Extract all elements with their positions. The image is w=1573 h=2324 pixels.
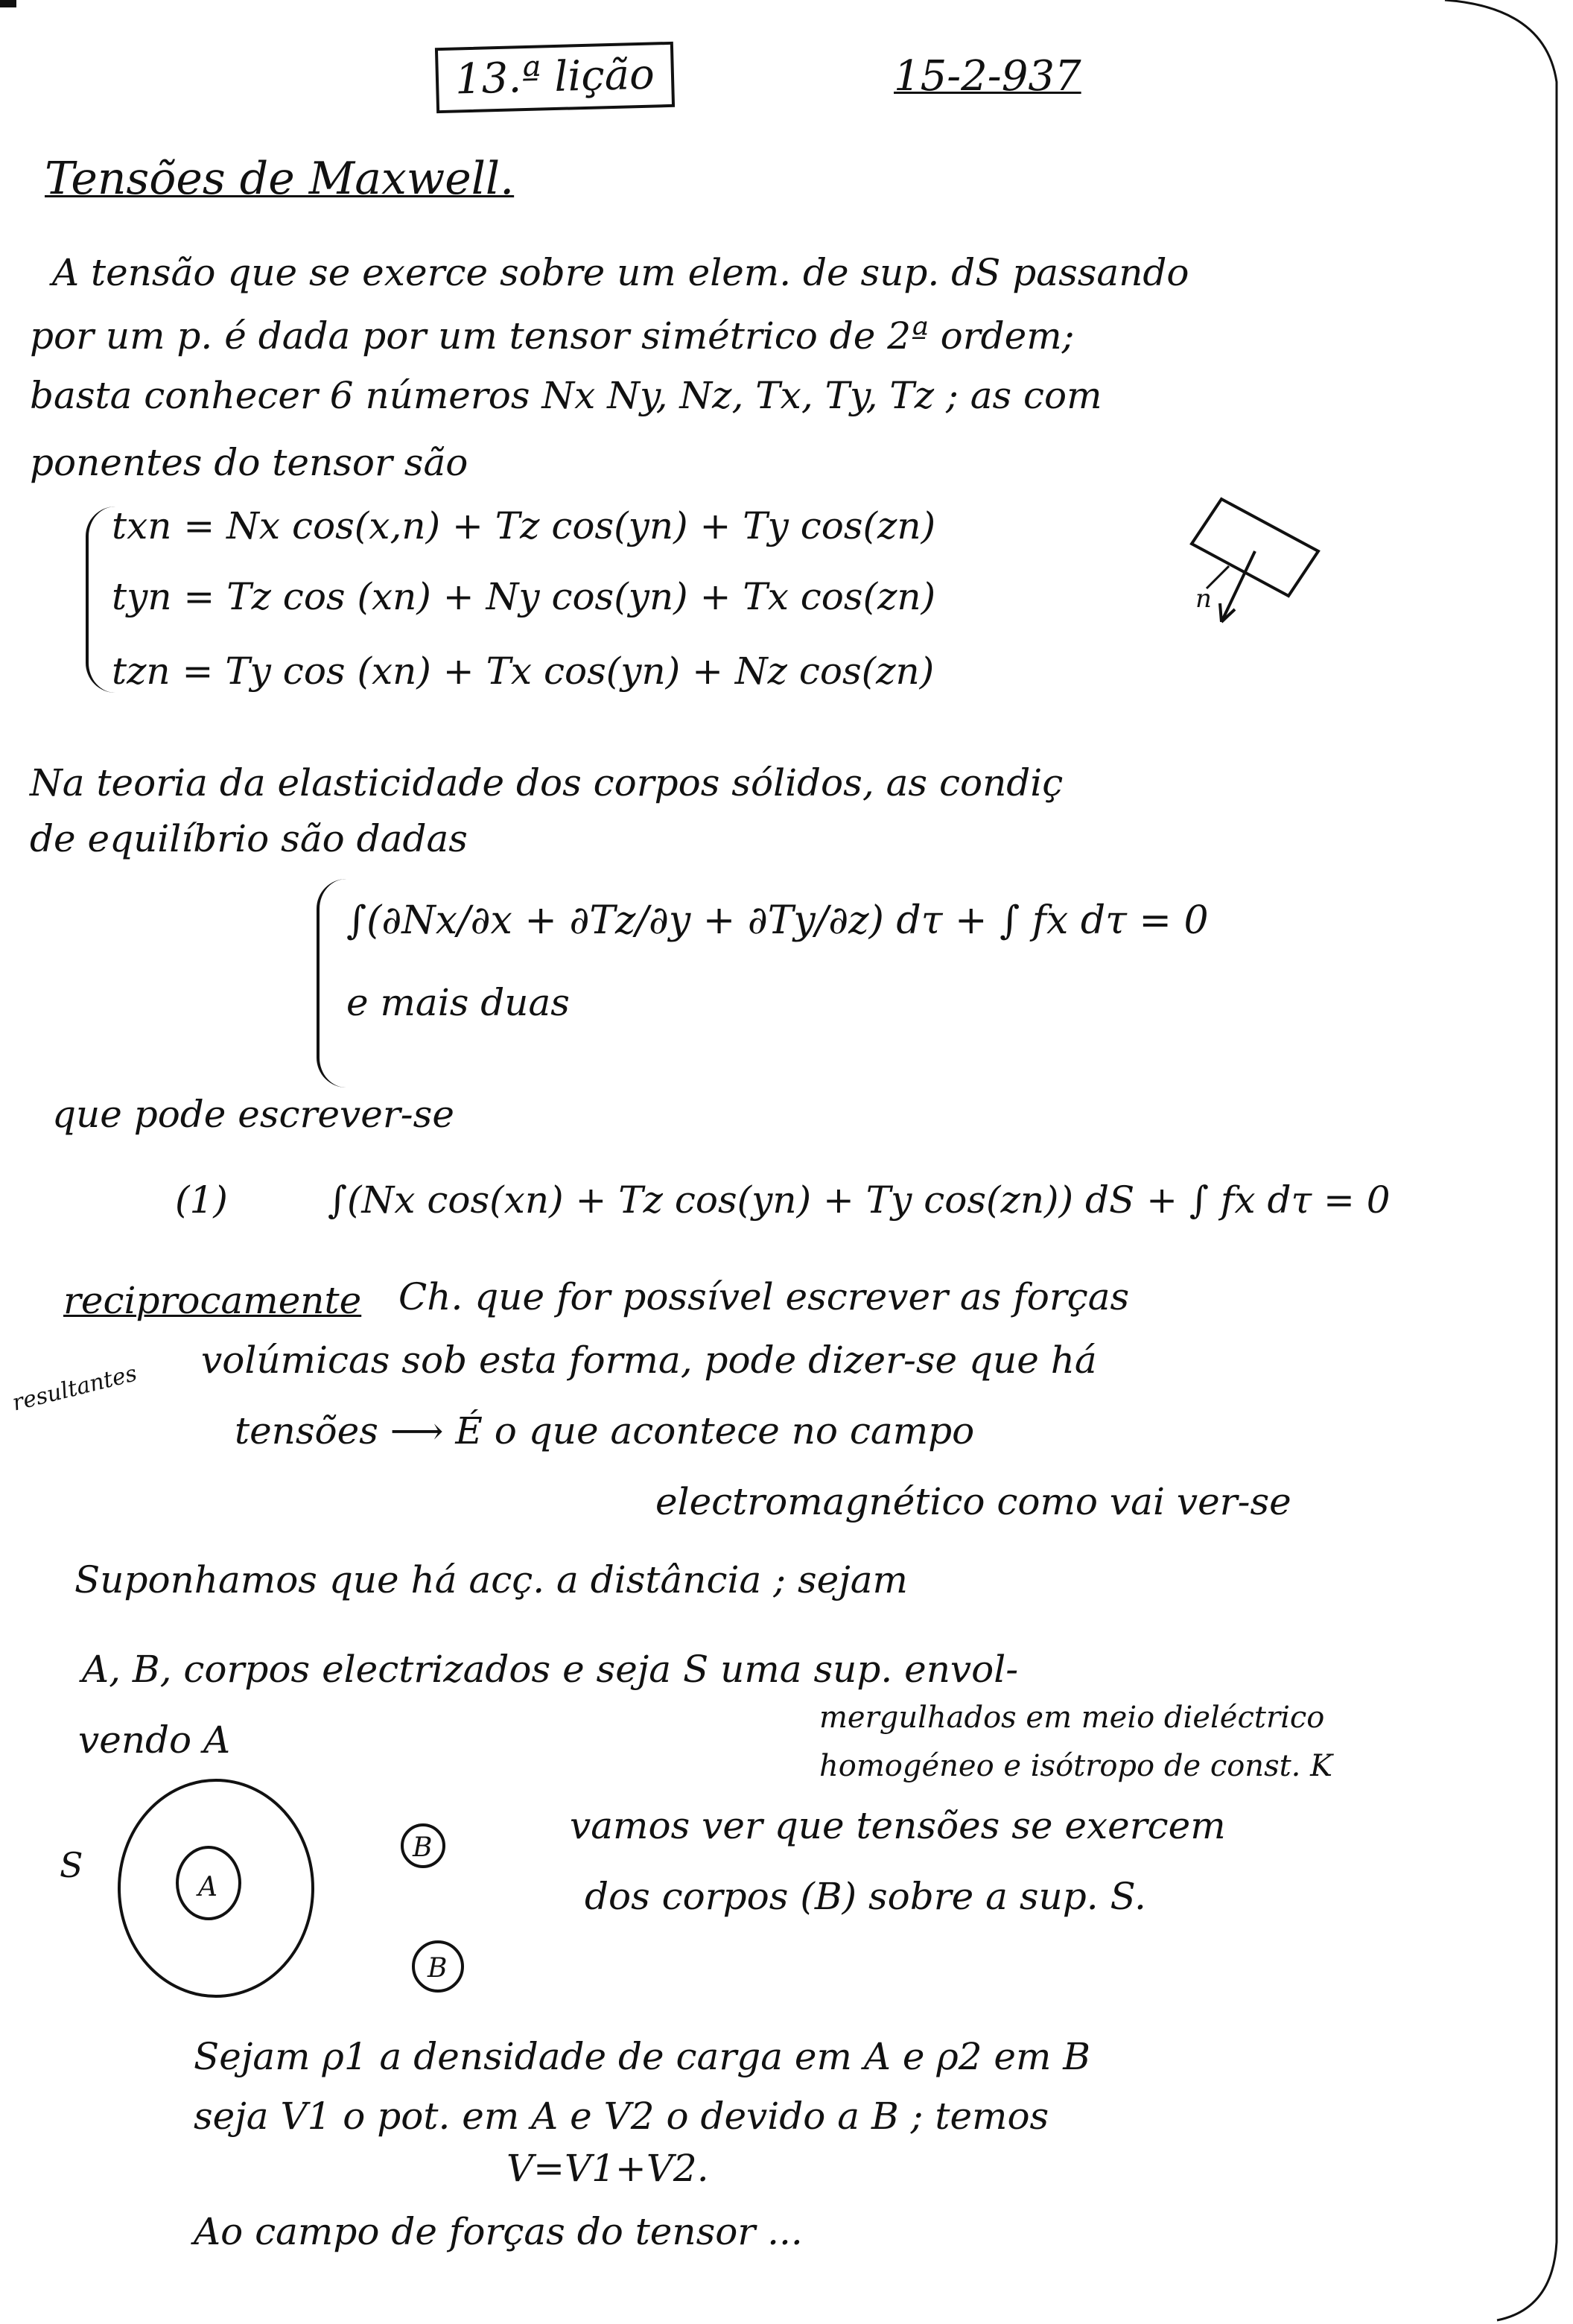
immersed-line-1: mergulhados em meio dieléctrico xyxy=(819,1701,1325,1735)
densities-line-3: V=V1+V2. xyxy=(506,2147,709,2190)
integral-line-2: e mais duas xyxy=(346,981,570,1024)
forces-line-2: dos corpos (B) sobre a sup. S. xyxy=(585,1875,1146,1918)
margin-note: resultantes xyxy=(10,1360,140,1417)
body-a-label: A xyxy=(198,1872,217,1902)
intro-line-3: basta conhecer 6 números Nx Ny, Nz, Tx, Ty, Tz ; as com xyxy=(30,374,1102,417)
system-line-1: txn = Nx cos(x,n) + Tz cos(yn) + Ty cos(zn) xyxy=(112,504,936,547)
forces-line-1: vamos ver que tensões se exercem xyxy=(570,1804,1226,1847)
intro-line-2: por um p. é dada por um tensor simétrico de 2ª ordem; xyxy=(30,314,1075,358)
suppose-line-1: Suponhamos que há acç. a distância ; sejam xyxy=(74,1558,908,1601)
lesson-date: 15-2-937 xyxy=(894,52,1081,101)
suppose-line-3: vendo A xyxy=(78,1718,231,1762)
reciprocal-line-1: Ch. que for possível escrever as forças xyxy=(398,1275,1130,1318)
reciprocal-line-4: electromagnético como vai ver-se xyxy=(655,1480,1291,1523)
diagram-normal-label: n xyxy=(1195,584,1212,614)
eq1-text: ∫(Nx cos(xn) + Tz cos(yn) + Ty cos(zn)) dS + ∫ fx dτ = 0 xyxy=(328,1178,1391,1222)
integral-line-1: ∫(∂Nx/∂x + ∂Tz/∂y + ∂Ty/∂z) dτ + ∫ fx dτ = 0 xyxy=(346,898,1209,943)
elasticity-line-2: de equilíbrio são dadas xyxy=(30,817,468,860)
body-b1-label: B xyxy=(413,1832,433,1863)
can-write-line: que pode escrever-se xyxy=(52,1093,454,1136)
lesson-number: 13.ª lição xyxy=(454,50,655,104)
densities-line-2: seja V1 o pot. em A e V2 o devido a B ; temos xyxy=(194,2095,1049,2138)
system-line-3: tzn = Ty cos (xn) + Tx cos(yn) + Nz cos(zn) xyxy=(112,650,935,693)
final-line: Ao campo de forças do tensor ... xyxy=(194,2210,803,2253)
system-line-2: tyn = Tz cos (xn) + Ny cos(yn) + Tx cos(zn) xyxy=(112,575,936,618)
suppose-line-2: A, B, corpos electrizados e seja S uma sup. envol- xyxy=(82,1648,1019,1691)
intro-line-1: A tensão que se exerce sobre um elem. de sup. dS passando xyxy=(52,251,1189,294)
reciprocal-word: reciprocamente xyxy=(63,1279,362,1322)
page-title: Tensões de Maxwell. xyxy=(45,153,515,205)
densities-line-1: Sejam ρ1 a densidade de carga em A e ρ2 em B xyxy=(194,2035,1091,2078)
elasticity-line-1: Na teoria da elasticidade dos corpos sólidos, as condiç xyxy=(30,761,1064,804)
eq1-label: (1) xyxy=(175,1178,228,1222)
intro-line-4: ponentes do tensor são xyxy=(30,441,468,484)
surface-s-label: S xyxy=(60,1845,83,1885)
reciprocal-line-2: volúmicas sob esta forma, pode dizer-se que há xyxy=(201,1339,1097,1382)
immersed-line-2: homogéneo e isótropo de const. K xyxy=(819,1749,1332,1783)
body-b2-label: B xyxy=(428,1953,448,1984)
reciprocal-line-3: tensões ⟶ É o que acontece no campo xyxy=(235,1409,975,1452)
